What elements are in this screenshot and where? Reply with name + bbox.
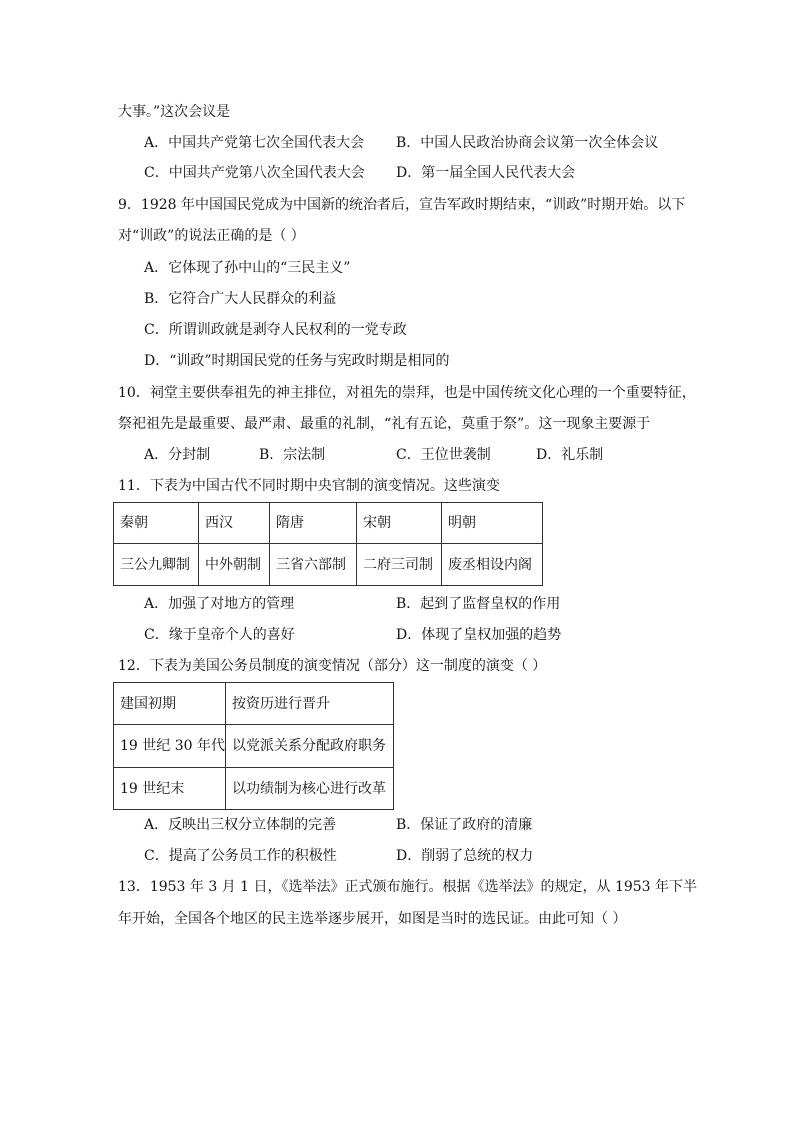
q12-table — [113, 682, 394, 810]
q13-stem-line-2: 年开始，全国各个地区的民主选举逐步展开，如图是当时的选民证。由此可知（ ） — [118, 911, 627, 927]
table-cell: 明朝 — [442, 503, 543, 544]
q8-option-a: A．中国共产党第七次全国代表大会 — [144, 135, 365, 151]
table-cell: 三省六部制 — [270, 544, 357, 586]
q13-stem-line-1: 13．1953 年 3 月 1 日，《选举法》正式颁布施行。根据《选举法》的规定，从 1953 年下半 — [118, 879, 698, 895]
table-row — [114, 503, 543, 544]
q9-option-d: D．“训政”时期国民党的任务与宪政时期是相同的 — [144, 353, 450, 369]
q11-option-b: B．起到了监督皇权的作用 — [396, 596, 561, 612]
table-row — [114, 544, 543, 586]
table-cell: 19 世纪 30 年代 — [114, 725, 226, 768]
table-cell: 西汉 — [199, 503, 270, 544]
table-row — [114, 768, 394, 810]
q11-stem: 11．下表为中国古代不同时期中央官制的演变情况。这些演变 — [118, 478, 500, 494]
q12-option-d: D．削弱了总统的权力 — [396, 848, 534, 864]
q12-option-b: B．保证了政府的清廉 — [396, 817, 533, 833]
q12-option-a: A．反映出三权分立体制的完善 — [144, 817, 337, 833]
table-cell: 以功绩制为核心进行改革 — [225, 768, 393, 810]
q12-option-c: C．提高了公务员工作的积极性 — [144, 848, 337, 864]
table-cell: 19 世纪末 — [114, 768, 226, 810]
table-cell: 宋朝 — [357, 503, 442, 544]
table-cell: 二府三司制 — [357, 544, 442, 586]
table-cell: 隋唐 — [270, 503, 357, 544]
table-row — [114, 683, 394, 725]
q10-option-c: C．王位世袭制 — [396, 447, 491, 463]
table-cell: 以党派关系分配政府职务 — [225, 725, 393, 768]
q11-table — [113, 502, 543, 586]
table-cell: 中外朝制 — [199, 544, 270, 586]
q10-stem-line-1: 10．祠堂主要供奉祖先的神主排位，对祖先的崇拜，也是中国传统文化心理的一个重要特征， — [118, 385, 696, 401]
q11-option-c: C．缘于皇帝个人的喜好 — [144, 627, 295, 643]
table-cell: 三公九卿制 — [114, 544, 199, 586]
q10-option-b: B．宗法制 — [259, 447, 326, 463]
q9-option-b: B．它符合广大人民群众的利益 — [144, 291, 337, 307]
q12-stem: 12．下表为美国公务员制度的演变情况（部分）这一制度的演变（ ） — [118, 658, 547, 674]
table-cell: 建国初期 — [114, 683, 226, 725]
table-cell: 按资历进行晋升 — [225, 683, 393, 725]
q8-option-d: D．第一届全国人民代表大会 — [396, 165, 576, 181]
table-row — [114, 725, 394, 768]
q11-option-a: A．加强了对地方的管理 — [144, 596, 295, 612]
table-cell: 秦朝 — [114, 503, 199, 544]
q9-option-a: A．它体现了孙中山的“三民主义” — [144, 260, 351, 276]
q11-option-d: D．体现了皇权加强的趋势 — [396, 627, 562, 643]
q9-option-c: C．所谓训政就是剥夺人民权利的一党专政 — [144, 322, 407, 338]
q8-stem-tail: 大事。”这次会议是 — [118, 104, 231, 120]
q8-option-c: C．中国共产党第八次全国代表大会 — [144, 165, 365, 181]
table-cell: 废丞相设内阁 — [442, 544, 543, 586]
q8-option-b: B．中国人民政治协商会议第一次全体会议 — [396, 135, 659, 151]
q9-stem-line-2: 对“训政”的说法正确的是（ ） — [118, 228, 305, 244]
q9-stem-line-1: 9．1928 年中国国民党成为中国新的统治者后，宣告军政时期结束，“训政”时期开始。以下 — [118, 197, 686, 213]
q10-stem-line-2: 祭祀祖先是最重要、最严肃、最重的礼制，“礼有五论，莫重于祭”。这一现象主要源于 — [118, 416, 651, 432]
q10-option-a: A．分封制 — [144, 447, 211, 463]
q10-option-d: D．礼乐制 — [536, 447, 604, 463]
